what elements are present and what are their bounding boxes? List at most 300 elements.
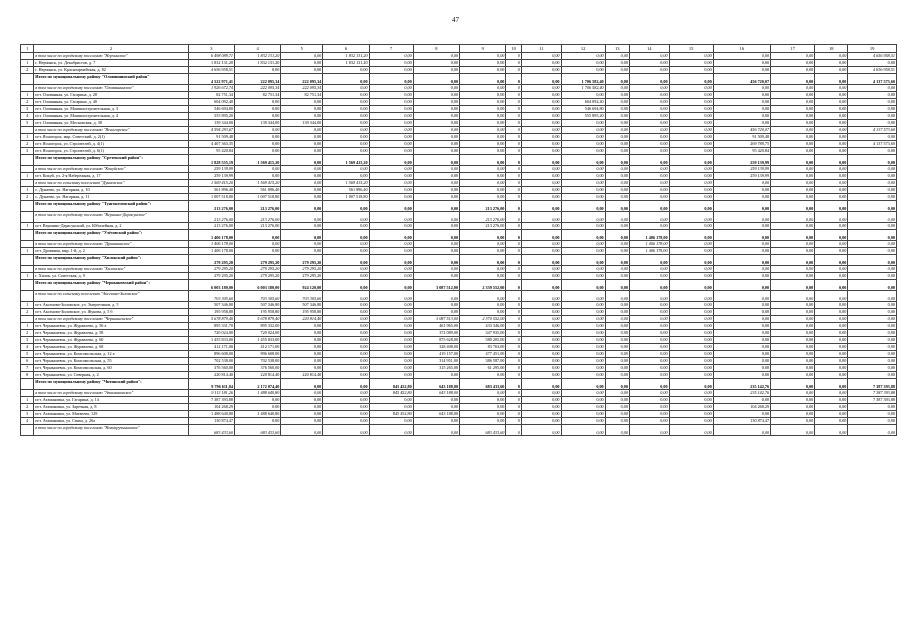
amount-cell: 0,00: [605, 365, 629, 372]
amount-cell: 0,00: [521, 411, 561, 418]
amount-cell: 0,00: [713, 255, 770, 266]
column-number: 3: [188, 45, 234, 53]
amount-cell: 222 095,34: [235, 74, 281, 85]
amount-cell: 269 789,75: [713, 141, 770, 148]
amount-cell: 555 895,20: [561, 113, 605, 120]
table-row: [21, 74, 897, 85]
amount-cell: 0,00: [521, 201, 561, 212]
amount-cell: 0,00: [323, 255, 369, 266]
table-row: [21, 127, 897, 134]
amount-cell: 0,00: [561, 248, 605, 255]
amount-cell: 0,00: [323, 120, 369, 127]
amount-cell: 0,00: [323, 248, 369, 255]
table-row: [21, 351, 897, 358]
amount-cell: 0,00: [460, 255, 506, 266]
amount-cell: 0,00: [413, 230, 459, 241]
amount-cell: 0,00: [713, 248, 770, 255]
amount-cell: 0,00: [669, 194, 713, 201]
amount-cell: 0,00: [629, 173, 669, 180]
amount-cell: 0,00: [561, 404, 605, 411]
amount-cell: 7 387 393,88: [848, 397, 897, 404]
amount-cell: 433 346,00: [460, 323, 506, 330]
amount-cell: 0,00: [771, 379, 815, 390]
amount-cell: 0,00: [561, 134, 605, 141]
amount-cell: 1 926 672,74: [188, 85, 234, 92]
amount-cell: 0,00: [629, 120, 669, 127]
amount-cell: 0,00: [561, 280, 605, 291]
amount-cell: 0,00: [815, 404, 848, 411]
amount-cell: 0,00: [771, 141, 815, 148]
amount-cell: 6 003 180,00: [235, 280, 281, 291]
amount-cell: 0,00: [629, 351, 669, 358]
amount-cell: 220 814,40: [281, 316, 323, 323]
amount-cell: 0,00: [413, 166, 459, 173]
amount-cell: 0,00: [323, 74, 369, 85]
amount-cell: 0: [506, 85, 521, 92]
amount-cell: 0,00: [771, 148, 815, 155]
amount-cell: 0,00: [713, 180, 770, 187]
amount-cell: 0,00: [460, 134, 506, 141]
amount-cell: 0,00: [521, 330, 561, 337]
amount-cell: 0,00: [521, 291, 561, 302]
amount-cell: 703 305,60: [235, 291, 281, 302]
amount-cell: 0,00: [815, 309, 848, 316]
amount-cell: 0,00: [460, 411, 506, 418]
amount-cell: 0,00: [561, 372, 605, 379]
amount-cell: 130 874,47: [713, 418, 770, 425]
amount-cell: 0,00: [848, 344, 897, 351]
row-number: [21, 155, 34, 166]
amount-cell: 0,00: [235, 99, 281, 106]
row-number: [21, 425, 34, 436]
amount-cell: 0,00: [815, 155, 848, 166]
amount-cell: 0,00: [413, 302, 459, 309]
amount-cell: 0,00: [460, 173, 506, 180]
table-row: [21, 201, 897, 212]
amount-cell: 0,00: [521, 74, 561, 85]
amount-cell: 0,00: [669, 212, 713, 223]
amount-cell: 104 268,29: [713, 404, 770, 411]
amount-cell: 0,00: [235, 404, 281, 411]
amount-cell: 4 522 971,41: [188, 74, 234, 85]
amount-cell: 0: [506, 358, 521, 365]
amount-cell: 0,00: [323, 425, 369, 436]
amount-cell: 0,00: [323, 166, 369, 173]
amount-cell: 0,00: [848, 106, 897, 113]
amount-cell: 0,00: [369, 337, 413, 344]
amount-cell: 0,00: [605, 92, 629, 99]
amount-cell: 0,00: [669, 418, 713, 425]
table-row: [21, 148, 897, 155]
amount-cell: 0,00: [235, 141, 281, 148]
amount-cell: 0,00: [848, 180, 897, 187]
amount-cell: 0,00: [629, 166, 669, 173]
column-number: 17: [771, 45, 815, 53]
amount-cell: 0: [506, 330, 521, 337]
amount-cell: 0,00: [629, 74, 669, 85]
amount-cell: 0,00: [521, 337, 561, 344]
amount-cell: 0,00: [235, 67, 281, 74]
amount-cell: 0,00: [323, 390, 369, 397]
amount-cell: 0,00: [281, 173, 323, 180]
amount-cell: 0,00: [369, 266, 413, 273]
amount-cell: 0,00: [771, 194, 815, 201]
amount-cell: 0,00: [771, 266, 815, 273]
amount-cell: 0: [506, 280, 521, 291]
amount-cell: 0,00: [771, 248, 815, 255]
amount-cell: 0,00: [323, 127, 369, 134]
amount-cell: 0,00: [281, 180, 323, 187]
amount-cell: 213 276,00: [235, 212, 281, 223]
amount-cell: 0,00: [369, 316, 413, 323]
amount-cell: 0,00: [521, 92, 561, 99]
amount-cell: 0: [506, 166, 521, 173]
amount-cell: 1 832 131,20: [323, 53, 369, 60]
amount-cell: 0,00: [561, 358, 605, 365]
amount-cell: 0,00: [848, 166, 897, 173]
address-cell: пгт. Оловянная, ул. Машиностроительная, д. 4: [34, 113, 188, 120]
amount-cell: 0,00: [605, 418, 629, 425]
amount-cell: 0,00: [815, 99, 848, 106]
table-row: [21, 99, 897, 106]
amount-cell: 0,00: [629, 67, 669, 74]
amount-cell: 0,00: [561, 92, 605, 99]
amount-cell: 0,00: [460, 67, 506, 74]
amount-cell: 0,00: [521, 255, 561, 266]
amount-cell: 0,00: [605, 173, 629, 180]
column-number: 19: [848, 45, 897, 53]
amount-cell: 213 276,00: [235, 223, 281, 230]
amount-cell: 0,00: [323, 316, 369, 323]
amount-cell: 0,00: [235, 166, 281, 173]
table-row: [21, 323, 897, 330]
amount-cell: 0,00: [281, 404, 323, 411]
amount-cell: 0,00: [521, 273, 561, 280]
table-row: [21, 248, 897, 255]
amount-cell: 1 488 640,80: [188, 411, 234, 418]
amount-cell: 0,00: [323, 212, 369, 223]
amount-cell: 222 095,34: [281, 74, 323, 85]
amount-cell: 845 452,80: [369, 390, 413, 397]
amount-cell: 604 092,40: [561, 99, 605, 106]
amount-cell: 0,00: [281, 411, 323, 418]
amount-cell: 0,00: [281, 134, 323, 141]
amount-cell: 259 139,99: [713, 155, 770, 166]
amount-cell: 0,00: [629, 212, 669, 223]
amount-cell: 2 339 552,00: [460, 280, 506, 291]
amount-cell: 0,00: [815, 323, 848, 330]
amount-cell: 0,00: [815, 241, 848, 248]
row-number: [21, 85, 34, 92]
amount-cell: 1 832 131,20: [323, 60, 369, 67]
amount-cell: 220 814,40: [281, 372, 323, 379]
address-cell: пгт. Атамановка, ул. Связи, д. 26а: [34, 418, 188, 425]
amount-cell: 0,00: [413, 113, 459, 120]
address-cell: Итого по муниципальному району "Читинский район":: [34, 379, 188, 390]
amount-cell: 0,00: [460, 113, 506, 120]
amount-cell: 0,00: [815, 390, 848, 397]
amount-cell: 0,00: [369, 141, 413, 148]
amount-cell: 0,00: [771, 230, 815, 241]
address-cell: пгт. Кокуй, ул. 2-я Набережная, д. 17: [34, 173, 188, 180]
row-number: 4: [21, 113, 34, 120]
amount-cell: 0,00: [605, 201, 629, 212]
amount-cell: 0,00: [848, 365, 897, 372]
amount-cell: 0,00: [413, 248, 459, 255]
amount-cell: 0,00: [815, 166, 848, 173]
amount-cell: 0,00: [369, 397, 413, 404]
amount-cell: 0,00: [848, 194, 897, 201]
amount-cell: 0,00: [629, 418, 669, 425]
table-row: [21, 280, 897, 291]
amount-cell: 0,00: [669, 127, 713, 134]
amount-cell: 0,00: [521, 148, 561, 155]
amount-cell: 0,00: [521, 106, 561, 113]
amount-cell: 0: [506, 187, 521, 194]
amount-cell: 279 295,20: [188, 273, 234, 280]
amount-cell: 0,00: [561, 255, 605, 266]
housing-program-table: [20, 44, 897, 436]
amount-cell: 0,00: [369, 74, 413, 85]
address-cell: пгт. Аксеново-Зиловское, ул. Жукова, д. 5 б: [34, 309, 188, 316]
amount-cell: 0,00: [323, 379, 369, 390]
amount-cell: 0,00: [323, 266, 369, 273]
amount-cell: 0,00: [521, 127, 561, 134]
amount-cell: 555 895,20: [188, 113, 234, 120]
amount-cell: 0,00: [413, 92, 459, 99]
amount-cell: 0,00: [561, 411, 605, 418]
table-row: [21, 390, 897, 397]
amount-cell: 0,00: [629, 85, 669, 92]
amount-cell: 0,00: [848, 302, 897, 309]
amount-cell: 0,00: [771, 291, 815, 302]
amount-cell: 0,00: [369, 241, 413, 248]
row-number: [21, 291, 34, 302]
table-row: [21, 411, 897, 418]
amount-cell: 0,00: [669, 330, 713, 337]
amount-cell: 0,00: [815, 418, 848, 425]
amount-cell: 61 295,00: [460, 365, 506, 372]
amount-cell: 0,00: [413, 173, 459, 180]
amount-cell: 0: [506, 323, 521, 330]
amount-cell: 0,00: [605, 187, 629, 194]
amount-cell: 0,00: [460, 106, 506, 113]
amount-cell: 0,00: [669, 411, 713, 418]
amount-cell: 895 332,00: [235, 323, 281, 330]
amount-cell: 0,00: [669, 53, 713, 60]
amount-cell: 0,00: [605, 60, 629, 67]
amount-cell: 0: [506, 365, 521, 372]
amount-cell: 0,00: [521, 113, 561, 120]
amount-cell: 0,00: [713, 411, 770, 418]
amount-cell: 220 814,40: [235, 372, 281, 379]
amount-cell: 0,00: [460, 120, 506, 127]
amount-cell: 195 958,80: [188, 309, 234, 316]
table-row: [21, 194, 897, 201]
amount-cell: 0,00: [669, 106, 713, 113]
amount-cell: 0,00: [323, 173, 369, 180]
amount-cell: 0,00: [629, 309, 669, 316]
amount-cell: 0,00: [713, 316, 770, 323]
amount-cell: 0,00: [413, 99, 459, 106]
amount-cell: 0,00: [561, 330, 605, 337]
row-number: [21, 127, 34, 134]
amount-cell: 0,00: [561, 241, 605, 248]
amount-cell: 195 958,80: [281, 309, 323, 316]
amount-cell: 546 694,80: [561, 106, 605, 113]
address-cell: пгт. Ясногорск, ул. Строителей, д. 4(1): [34, 141, 188, 148]
amount-cell: 0,00: [521, 344, 561, 351]
address-cell: пгт. Ясногорск, мкр. Советский, д. 2(1): [34, 134, 188, 141]
amount-cell: 0,00: [521, 120, 561, 127]
address-cell: с. Дунаево, ул. Нагорная, д. 11: [34, 194, 188, 201]
amount-cell: 0,00: [771, 166, 815, 173]
amount-cell: 0,00: [815, 148, 848, 155]
amount-cell: 0,00: [848, 85, 897, 92]
amount-cell: 0: [506, 134, 521, 141]
amount-cell: 0,00: [815, 53, 848, 60]
amount-cell: 0,00: [815, 194, 848, 201]
amount-cell: 0,00: [815, 248, 848, 255]
amount-cell: 0,00: [521, 241, 561, 248]
amount-cell: 279 295,20: [188, 266, 234, 273]
amount-cell: 279 295,20: [281, 273, 323, 280]
amount-cell: 0,00: [848, 155, 897, 166]
amount-cell: 0,00: [713, 212, 770, 223]
amount-cell: 0,00: [281, 323, 323, 330]
table-row: [21, 134, 897, 141]
amount-cell: 0,00: [561, 67, 605, 74]
amount-cell: 0,00: [605, 411, 629, 418]
amount-cell: 0,00: [605, 273, 629, 280]
amount-cell: 0,00: [848, 404, 897, 411]
table-row: [21, 120, 897, 127]
amount-cell: 0,00: [561, 316, 605, 323]
amount-cell: 0: [506, 74, 521, 85]
amount-cell: 0,00: [713, 223, 770, 230]
amount-cell: 0,00: [323, 67, 369, 74]
amount-cell: 0,00: [369, 187, 413, 194]
row-number: 5: [21, 120, 34, 127]
amount-cell: 0,00: [605, 390, 629, 397]
amount-cell: 0,00: [815, 67, 848, 74]
amount-cell: 0,00: [323, 113, 369, 120]
amount-cell: 0,00: [629, 337, 669, 344]
amount-cell: 561 896,40: [323, 187, 369, 194]
amount-cell: 0,00: [413, 241, 459, 248]
amount-cell: 0,00: [323, 241, 369, 248]
amount-cell: 7 387 393,88: [848, 379, 897, 390]
amount-cell: 0,00: [369, 309, 413, 316]
column-number: 7: [369, 45, 413, 53]
amount-cell: 0,00: [561, 180, 605, 187]
amount-cell: 702 538,00: [188, 358, 234, 365]
column-number: 9: [460, 45, 506, 53]
amount-cell: 0,00: [815, 280, 848, 291]
amount-cell: 0,00: [281, 330, 323, 337]
amount-cell: 0,00: [771, 344, 815, 351]
amount-cell: 0,00: [713, 67, 770, 74]
amount-cell: 0: [506, 212, 521, 223]
amount-cell: 0,00: [561, 273, 605, 280]
amount-cell: 0,00: [815, 372, 848, 379]
amount-cell: 0,00: [281, 418, 323, 425]
amount-cell: 0: [506, 248, 521, 255]
amount-cell: 0,00: [521, 212, 561, 223]
amount-cell: 0,00: [815, 230, 848, 241]
amount-cell: 91 509,48: [188, 134, 234, 141]
amount-cell: 0,00: [848, 134, 897, 141]
table-row: [21, 67, 897, 74]
amount-cell: 0,00: [521, 323, 561, 330]
amount-cell: 0,00: [771, 273, 815, 280]
amount-cell: 1 828 555,19: [188, 155, 234, 166]
amount-cell: 0,00: [369, 404, 413, 411]
amount-cell: 0: [506, 397, 521, 404]
table-row: [21, 379, 897, 390]
table-row: [21, 241, 897, 248]
amount-cell: 0,00: [323, 418, 369, 425]
amount-cell: 0,00: [460, 230, 506, 241]
amount-cell: 213 276,00: [188, 223, 234, 230]
amount-cell: 0,00: [460, 141, 506, 148]
address-cell: пгт. Чернышевск, ул. Журавлева, д. 68: [34, 344, 188, 351]
amount-cell: 0,00: [713, 187, 770, 194]
amount-cell: 0,00: [460, 127, 506, 134]
amount-cell: 0,00: [460, 241, 506, 248]
row-number: [21, 212, 34, 223]
amount-cell: 702 538,00: [235, 358, 281, 365]
amount-cell: 4 656 958,51: [848, 53, 897, 60]
amount-cell: 0,00: [669, 166, 713, 173]
amount-cell: 279 295,20: [188, 255, 234, 266]
amount-cell: 0,00: [369, 291, 413, 302]
amount-cell: 0,00: [521, 309, 561, 316]
amount-cell: 0: [506, 390, 521, 397]
address-cell: пгт. Атамановка, ул. Гагарина, д. 14: [34, 397, 188, 404]
column-number: 8: [413, 45, 459, 53]
amount-cell: 0: [506, 194, 521, 201]
amount-cell: 0: [506, 337, 521, 344]
amount-cell: 0,00: [561, 418, 605, 425]
amount-cell: 0,00: [413, 201, 459, 212]
amount-cell: 0,00: [771, 67, 815, 74]
column-number: 10: [506, 45, 521, 53]
amount-cell: 0,00: [281, 113, 323, 120]
amount-cell: 0,00: [669, 230, 713, 241]
column-number: 2: [34, 45, 188, 53]
row-number: 1: [21, 92, 34, 99]
amount-cell: 0,00: [460, 60, 506, 67]
amount-cell: 0,00: [848, 309, 897, 316]
amount-cell: 0,00: [323, 201, 369, 212]
table-row: [21, 187, 897, 194]
amount-cell: 0,00: [713, 291, 770, 302]
amount-cell: 0,00: [413, 212, 459, 223]
column-number: 13: [605, 45, 629, 53]
amount-cell: 0,00: [413, 155, 459, 166]
amount-cell: 0,00: [605, 379, 629, 390]
amount-cell: 0: [506, 148, 521, 155]
amount-cell: 0,00: [369, 173, 413, 180]
table-row: [21, 425, 897, 436]
address-cell: пгт. Аксеново-Зиловское, ул. Энергетиков, д. 5: [34, 302, 188, 309]
address-cell: пгт. Чернышевск, ул. Журавлева, д. 56 а: [34, 323, 188, 330]
amount-cell: 0,00: [460, 180, 506, 187]
amount-cell: 0,00: [771, 397, 815, 404]
amount-cell: 0,00: [369, 302, 413, 309]
amount-cell: 0,00: [848, 187, 897, 194]
